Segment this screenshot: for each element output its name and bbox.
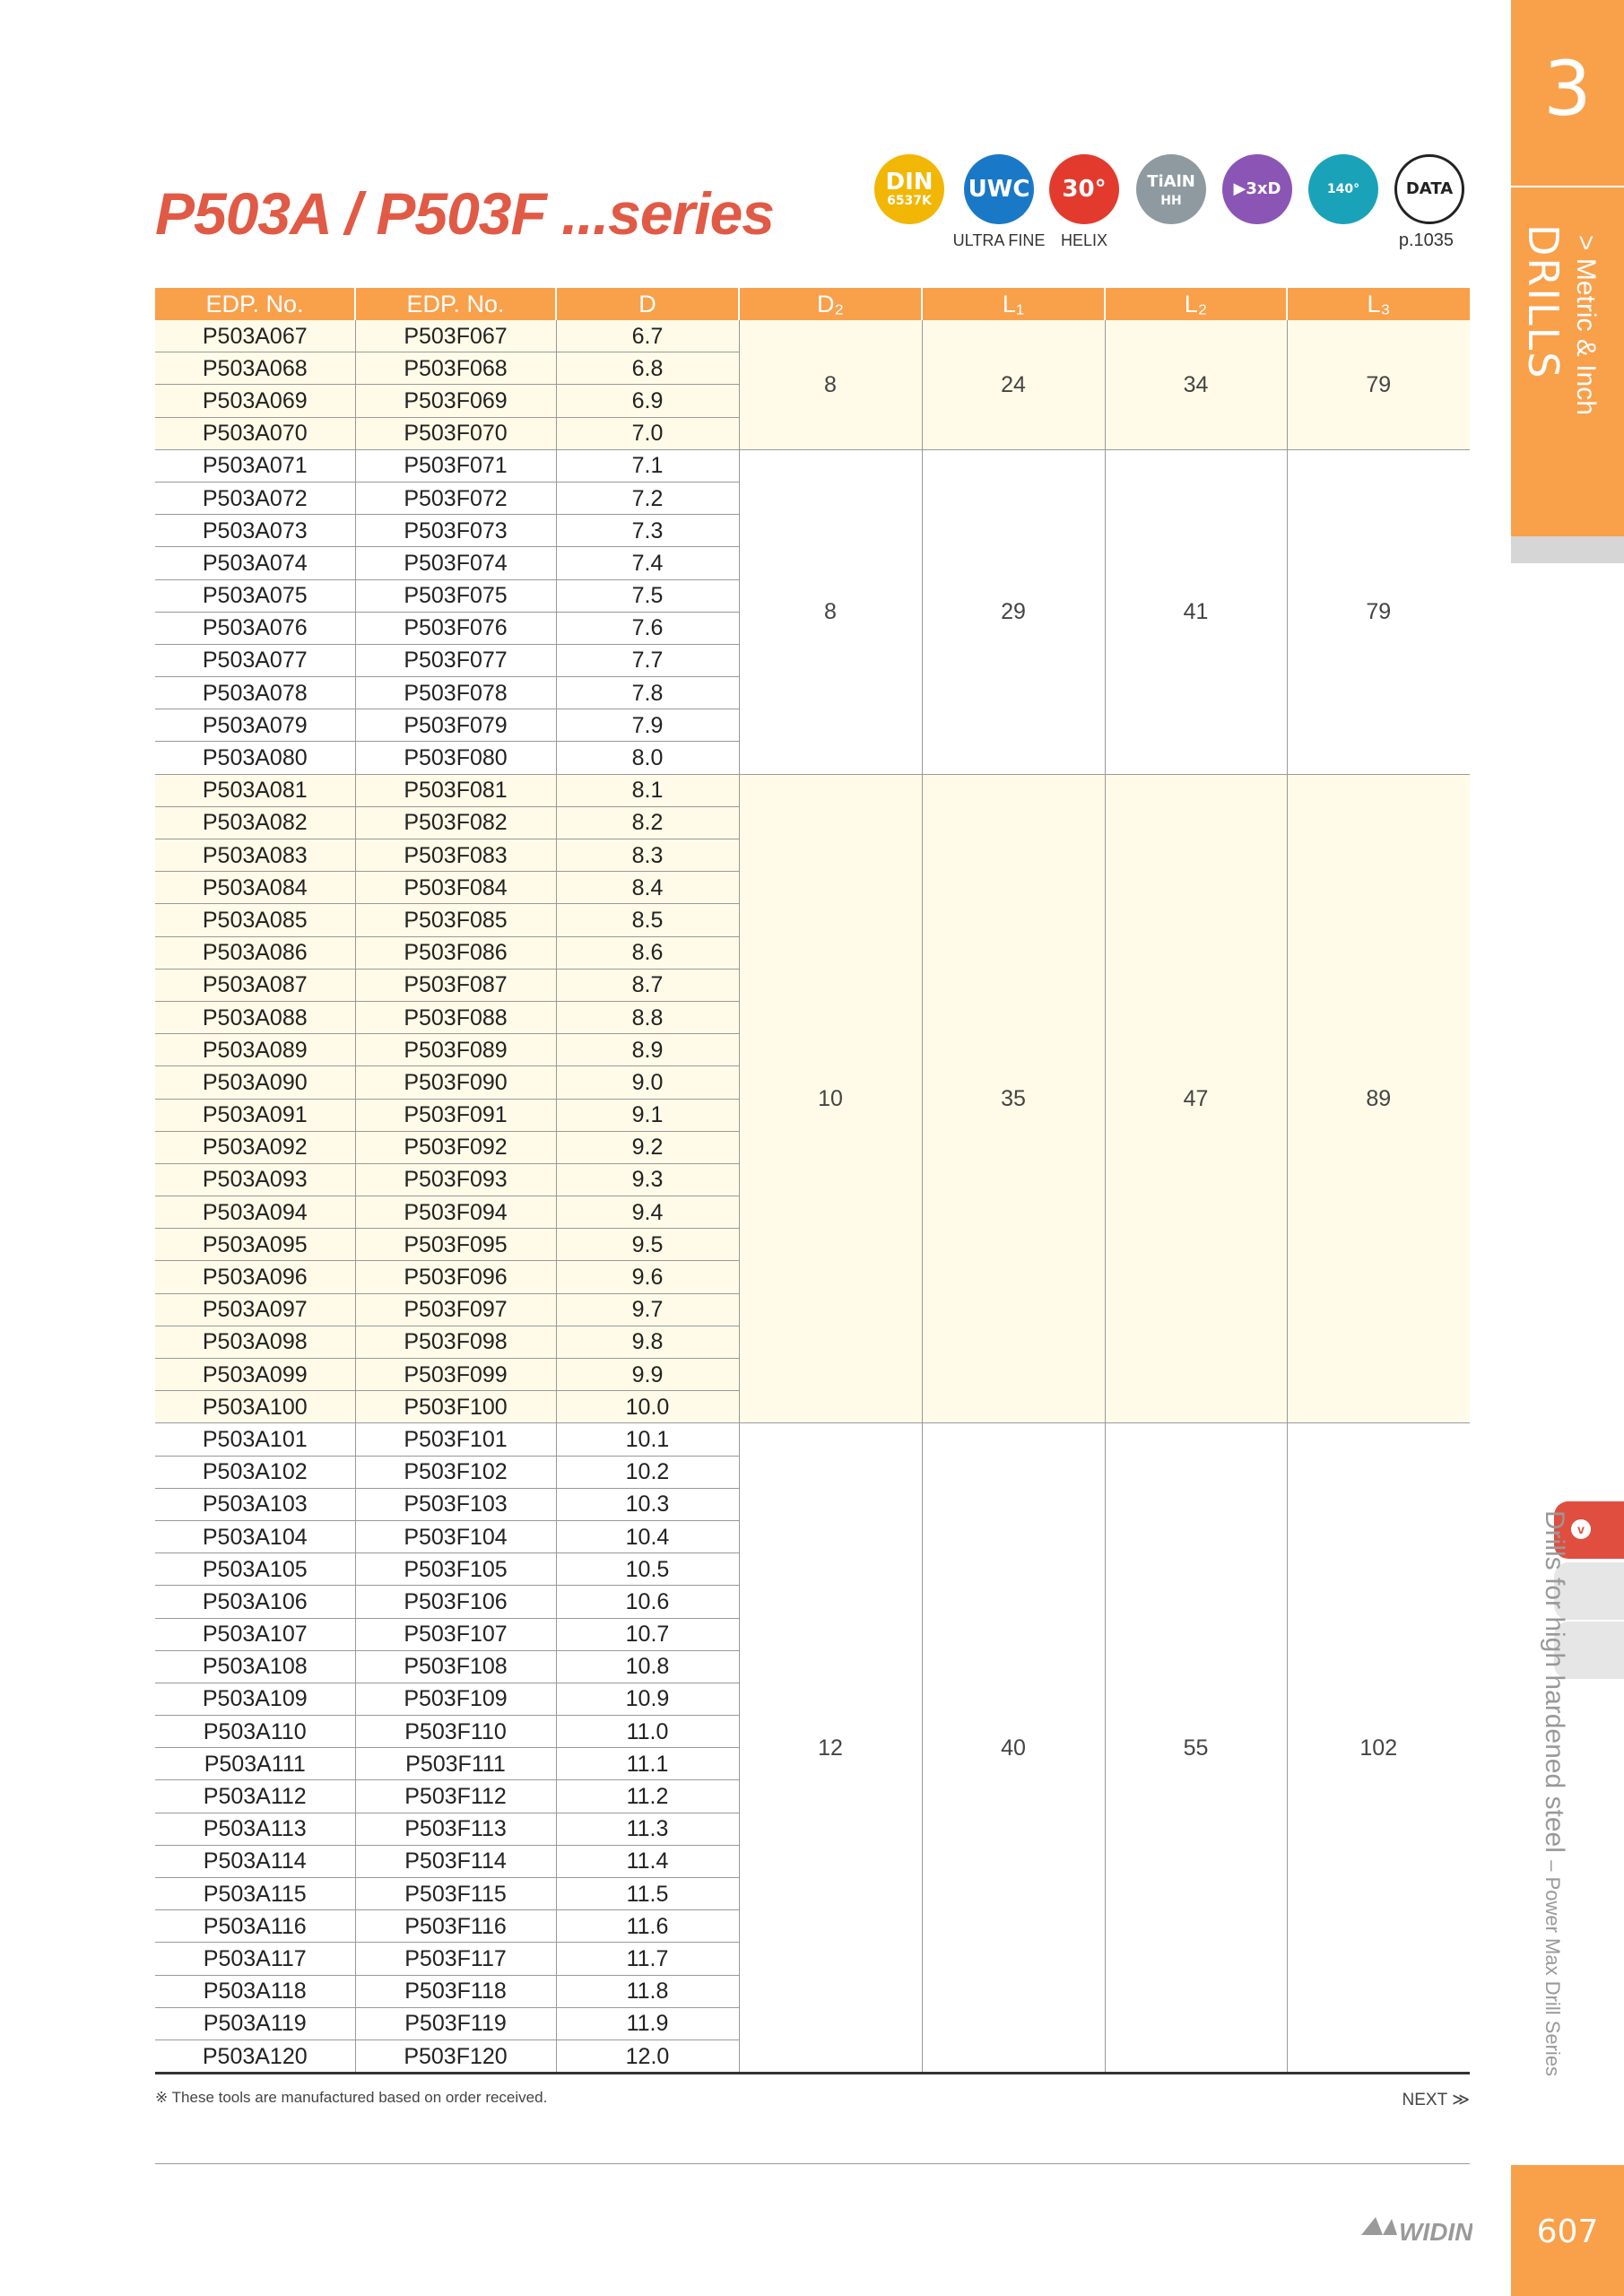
diameter-cell: 6.9 bbox=[556, 385, 739, 417]
edp-a-cell: P503A085 bbox=[155, 904, 355, 936]
edp-a-cell: P503A087 bbox=[155, 969, 355, 1001]
diameter-cell: 10.9 bbox=[556, 1683, 739, 1715]
edp-a-cell: P503A100 bbox=[155, 1391, 355, 1423]
icon-subtext: 140° bbox=[1326, 182, 1360, 196]
table-header-row bbox=[155, 288, 1470, 320]
edp-f-cell: P503F094 bbox=[355, 1196, 556, 1229]
icon-text: 30° bbox=[1062, 176, 1107, 203]
diameter-cell: 11.6 bbox=[556, 1910, 739, 1943]
edp-f-cell: P503F118 bbox=[355, 1975, 556, 2007]
section-tab-divider bbox=[1511, 536, 1624, 563]
edp-a-cell: P503A079 bbox=[155, 709, 355, 742]
icon-text: DATA bbox=[1405, 179, 1454, 198]
icon-label: ULTRA FINE bbox=[952, 231, 1046, 249]
edp-a-cell: P503A074 bbox=[155, 547, 355, 579]
widin-logo bbox=[1356, 2208, 1472, 2253]
point-angle-140-icon bbox=[1308, 154, 1378, 224]
edp-f-cell: P503F068 bbox=[355, 352, 556, 385]
table-row bbox=[155, 449, 1470, 482]
d2-cell: 12 bbox=[739, 1423, 922, 2074]
edp-f-cell: P503F085 bbox=[355, 904, 556, 936]
edp-a-cell: P503A112 bbox=[155, 1780, 355, 1813]
page-title: P503A / P503F ...series bbox=[155, 180, 775, 247]
l1-cell: 40 bbox=[922, 1423, 1105, 2074]
diameter-cell: 7.9 bbox=[556, 709, 739, 742]
diameter-cell: 9.8 bbox=[556, 1326, 739, 1358]
diameter-cell: 8.7 bbox=[556, 969, 739, 1001]
diameter-cell: 10.7 bbox=[556, 1618, 739, 1650]
diameter-cell: 9.9 bbox=[556, 1359, 739, 1391]
diameter-cell: 11.4 bbox=[556, 1845, 739, 1877]
column-header: D₂ bbox=[739, 288, 922, 320]
edp-a-cell: P503A118 bbox=[155, 1975, 355, 2007]
icon-text: DIN bbox=[885, 169, 934, 196]
diameter-cell: 8.6 bbox=[556, 936, 739, 969]
edp-a-cell: P503A067 bbox=[155, 320, 355, 352]
diameter-cell: 7.6 bbox=[556, 612, 739, 644]
edp-f-cell: P503F077 bbox=[355, 644, 556, 676]
diameter-cell: 7.7 bbox=[556, 644, 739, 676]
diameter-cell: 7.2 bbox=[556, 482, 739, 514]
diameter-cell: 11.8 bbox=[556, 1975, 739, 2007]
edp-f-cell: P503F076 bbox=[355, 612, 556, 644]
edp-a-cell: P503A093 bbox=[155, 1163, 355, 1196]
data-icon bbox=[1394, 154, 1464, 224]
edp-f-cell: P503F117 bbox=[355, 1943, 556, 1975]
chevron-down-icon: v bbox=[1571, 1519, 1591, 1539]
diameter-cell: 9.7 bbox=[556, 1293, 739, 1326]
edp-a-cell: P503A086 bbox=[155, 936, 355, 969]
l2-cell: 47 bbox=[1105, 774, 1287, 1423]
edp-f-cell: P503F073 bbox=[355, 515, 556, 547]
edp-a-cell: P503A109 bbox=[155, 1683, 355, 1715]
edp-a-cell: P503A116 bbox=[155, 1910, 355, 1943]
diameter-cell: 8.2 bbox=[556, 806, 739, 839]
icon-text: ▶3xD bbox=[1233, 179, 1281, 198]
icon-subtext: HH bbox=[1160, 194, 1182, 208]
edp-f-cell: P503F115 bbox=[355, 1878, 556, 1910]
diameter-cell: 10.6 bbox=[556, 1586, 739, 1618]
l3-cell: 79 bbox=[1287, 449, 1470, 774]
edp-f-cell: P503F072 bbox=[355, 482, 556, 514]
edp-f-cell: P503F070 bbox=[355, 417, 556, 449]
icon-subtext: 6537K bbox=[887, 194, 932, 208]
next-link[interactable]: NEXT ≫ bbox=[1402, 2091, 1470, 2109]
edp-a-cell: P503A090 bbox=[155, 1066, 355, 1099]
edp-f-cell: P503F110 bbox=[355, 1716, 556, 1748]
side-title-main: Drills for high hardened steel bbox=[1540, 1510, 1569, 1853]
logo-text: WIDIN bbox=[1399, 2218, 1472, 2246]
edp-f-cell: P503F100 bbox=[355, 1391, 556, 1423]
diameter-cell: 8.8 bbox=[556, 1001, 739, 1033]
icon-label: HELIX bbox=[1060, 231, 1108, 249]
edp-a-cell: P503A091 bbox=[155, 1099, 355, 1131]
edp-f-cell: P503F105 bbox=[355, 1553, 556, 1586]
diameter-cell: 9.4 bbox=[556, 1196, 739, 1229]
edp-a-cell: P503A103 bbox=[155, 1488, 355, 1520]
edp-f-cell: P503F092 bbox=[355, 1131, 556, 1163]
edp-f-cell: P503F109 bbox=[355, 1683, 556, 1715]
column-header: L₃ bbox=[1287, 288, 1470, 320]
column-header: EDP. No. bbox=[355, 288, 556, 320]
edp-a-cell: P503A076 bbox=[155, 612, 355, 644]
edp-f-cell: P503F081 bbox=[355, 774, 556, 806]
edp-f-cell: P503F083 bbox=[355, 839, 556, 872]
edp-f-cell: P503F116 bbox=[355, 1910, 556, 1943]
edp-a-cell: P503A073 bbox=[155, 515, 355, 547]
section-title: DRILLS bbox=[1519, 224, 1568, 380]
diameter-cell: 8.9 bbox=[556, 1034, 739, 1066]
edp-a-cell: P503A098 bbox=[155, 1326, 355, 1358]
edp-a-cell: P503A095 bbox=[155, 1229, 355, 1261]
edp-a-cell: P503A114 bbox=[155, 1845, 355, 1877]
diameter-cell: 11.7 bbox=[556, 1943, 739, 1975]
edp-f-cell: P503F095 bbox=[355, 1229, 556, 1261]
edp-a-cell: P503A113 bbox=[155, 1813, 355, 1845]
table-row bbox=[155, 774, 1470, 806]
page-number: 607 bbox=[1536, 2213, 1599, 2250]
edp-a-cell: P503A077 bbox=[155, 644, 355, 676]
diameter-cell: 11.2 bbox=[556, 1780, 739, 1813]
edp-f-cell: P503F090 bbox=[355, 1066, 556, 1099]
diameter-cell: 8.5 bbox=[556, 904, 739, 936]
edp-f-cell: P503F075 bbox=[355, 579, 556, 612]
edp-f-cell: P503F111 bbox=[355, 1748, 556, 1780]
edp-a-cell: P503A089 bbox=[155, 1034, 355, 1066]
footnote: ※ These tools are manufactured based on order received. bbox=[155, 2089, 548, 2106]
edp-f-cell: P503F099 bbox=[355, 1359, 556, 1391]
edp-f-cell: P503F078 bbox=[355, 677, 556, 709]
helix-30-icon bbox=[1049, 154, 1119, 224]
din-icon bbox=[874, 154, 944, 224]
column-header: L₂ bbox=[1105, 288, 1287, 320]
edp-f-cell: P503F084 bbox=[355, 872, 556, 904]
diameter-cell: 10.8 bbox=[556, 1650, 739, 1683]
edp-a-cell: P503A071 bbox=[155, 449, 355, 482]
product-table bbox=[155, 288, 1470, 2074]
edp-f-cell: P503F101 bbox=[355, 1423, 556, 1456]
edp-a-cell: P503A088 bbox=[155, 1001, 355, 1033]
spec-icons bbox=[874, 154, 1466, 253]
diameter-cell: 7.1 bbox=[556, 449, 739, 482]
diameter-cell: 9.6 bbox=[556, 1261, 739, 1293]
edp-a-cell: P503A108 bbox=[155, 1650, 355, 1683]
edp-a-cell: P503A069 bbox=[155, 385, 355, 417]
edp-f-cell: P503F119 bbox=[355, 2007, 556, 2039]
edp-a-cell: P503A081 bbox=[155, 774, 355, 806]
edp-f-cell: P503F093 bbox=[355, 1163, 556, 1196]
edp-a-cell: P503A104 bbox=[155, 1520, 355, 1552]
edp-f-cell: P503F071 bbox=[355, 449, 556, 482]
l1-cell: 29 bbox=[922, 449, 1105, 774]
edp-f-cell: P503F074 bbox=[355, 547, 556, 579]
diameter-cell: 10.2 bbox=[556, 1456, 739, 1488]
diameter-cell: 8.3 bbox=[556, 839, 739, 872]
diameter-cell: 7.4 bbox=[556, 547, 739, 579]
edp-a-cell: P503A092 bbox=[155, 1131, 355, 1163]
edp-f-cell: P503F082 bbox=[355, 806, 556, 839]
table-row bbox=[155, 320, 1470, 352]
edp-a-cell: P503A075 bbox=[155, 579, 355, 612]
edp-f-cell: P503F079 bbox=[355, 709, 556, 742]
edp-f-cell: P503F088 bbox=[355, 1001, 556, 1033]
diameter-cell: 8.1 bbox=[556, 774, 739, 806]
diameter-cell: 9.5 bbox=[556, 1229, 739, 1261]
edp-f-cell: P503F098 bbox=[355, 1326, 556, 1358]
diameter-cell: 12.0 bbox=[556, 2039, 739, 2073]
edp-f-cell: P503F087 bbox=[355, 969, 556, 1001]
side-title-sub: – Power Max Drill Series bbox=[1541, 1860, 1564, 2077]
diameter-cell: 11.1 bbox=[556, 1748, 739, 1780]
l3-cell: 102 bbox=[1287, 1423, 1470, 2074]
edp-a-cell: P503A080 bbox=[155, 742, 355, 774]
subsection-label: > Metric & Inch bbox=[1571, 235, 1601, 415]
l3-cell: 79 bbox=[1287, 320, 1470, 449]
edp-a-cell: P503A099 bbox=[155, 1359, 355, 1391]
section-label bbox=[1519, 224, 1568, 379]
table-row bbox=[155, 1423, 1470, 1456]
edp-f-cell: P503F106 bbox=[355, 1586, 556, 1618]
edp-a-cell: P503A068 bbox=[155, 352, 355, 385]
edp-f-cell: P503F086 bbox=[355, 936, 556, 969]
l2-cell: 41 bbox=[1105, 449, 1287, 774]
diameter-cell: 10.5 bbox=[556, 1553, 739, 1586]
diameter-cell: 9.3 bbox=[556, 1163, 739, 1196]
edp-a-cell: P503A120 bbox=[155, 2039, 355, 2073]
edp-a-cell: P503A102 bbox=[155, 1456, 355, 1488]
l3-cell: 89 bbox=[1287, 774, 1470, 1423]
diameter-cell: 8.0 bbox=[556, 742, 739, 774]
edp-f-cell: P503F113 bbox=[355, 1813, 556, 1845]
edp-a-cell: P503A115 bbox=[155, 1878, 355, 1910]
3xd-icon bbox=[1222, 154, 1292, 224]
icon-text: UWC bbox=[968, 176, 1030, 203]
l2-cell: 34 bbox=[1105, 320, 1287, 449]
edp-f-cell: P503F114 bbox=[355, 1845, 556, 1877]
diameter-cell: 7.5 bbox=[556, 579, 739, 612]
diameter-cell: 11.0 bbox=[556, 1716, 739, 1748]
edp-f-cell: P503F089 bbox=[355, 1034, 556, 1066]
d2-cell: 8 bbox=[739, 320, 922, 449]
edp-a-cell: P503A082 bbox=[155, 806, 355, 839]
edp-f-cell: P503F108 bbox=[355, 1650, 556, 1683]
d2-cell: 10 bbox=[739, 774, 922, 1423]
edp-f-cell: P503F104 bbox=[355, 1520, 556, 1552]
column-header: EDP. No. bbox=[155, 288, 355, 320]
edp-f-cell: P503F097 bbox=[355, 1293, 556, 1326]
tialn-coating-icon bbox=[1136, 154, 1206, 224]
edp-f-cell: P503F103 bbox=[355, 1488, 556, 1520]
diameter-cell: 7.8 bbox=[556, 677, 739, 709]
edp-a-cell: P503A084 bbox=[155, 872, 355, 904]
diameter-cell: 11.5 bbox=[556, 1878, 739, 1910]
edp-a-cell: P503A111 bbox=[155, 1748, 355, 1780]
column-header: L₁ bbox=[922, 288, 1105, 320]
diameter-cell: 10.4 bbox=[556, 1520, 739, 1552]
diameter-cell: 10.1 bbox=[556, 1423, 739, 1456]
edp-a-cell: P503A094 bbox=[155, 1196, 355, 1229]
diameter-cell: 6.7 bbox=[556, 320, 739, 352]
edp-f-cell: P503F112 bbox=[355, 1780, 556, 1813]
edp-a-cell: P503A078 bbox=[155, 677, 355, 709]
page-reference[interactable]: p.1035 bbox=[1398, 230, 1454, 250]
diameter-cell: 11.9 bbox=[556, 2007, 739, 2039]
l1-cell: 35 bbox=[922, 774, 1105, 1423]
side-title bbox=[1539, 1510, 1569, 2076]
l2-cell: 55 bbox=[1105, 1423, 1287, 2074]
edp-f-cell: P503F069 bbox=[355, 385, 556, 417]
edp-a-cell: P503A070 bbox=[155, 417, 355, 449]
diameter-cell: 7.3 bbox=[556, 515, 739, 547]
edp-f-cell: P503F102 bbox=[355, 1456, 556, 1488]
diameter-cell: 7.0 bbox=[556, 417, 739, 449]
column-header: D bbox=[556, 288, 739, 320]
diameter-cell: 10.3 bbox=[556, 1488, 739, 1520]
edp-a-cell: P503A083 bbox=[155, 839, 355, 872]
diameter-cell: 9.2 bbox=[556, 1131, 739, 1163]
edp-a-cell: P503A119 bbox=[155, 2007, 355, 2039]
diameter-cell: 6.8 bbox=[556, 352, 739, 385]
edp-a-cell: P503A105 bbox=[155, 1553, 355, 1586]
diameter-cell: 9.0 bbox=[556, 1066, 739, 1099]
l1-cell: 24 bbox=[922, 320, 1105, 449]
edp-f-cell: P503F067 bbox=[355, 320, 556, 352]
edp-a-cell: P503A096 bbox=[155, 1261, 355, 1293]
edp-a-cell: P503A097 bbox=[155, 1293, 355, 1326]
diameter-cell: 8.4 bbox=[556, 872, 739, 904]
edp-a-cell: P503A072 bbox=[155, 482, 355, 514]
diameter-cell: 9.1 bbox=[556, 1099, 739, 1131]
edp-f-cell: P503F080 bbox=[355, 742, 556, 774]
edp-a-cell: P503A110 bbox=[155, 1716, 355, 1748]
edp-f-cell: P503F096 bbox=[355, 1261, 556, 1293]
footer-divider bbox=[155, 2163, 1470, 2164]
uwc-icon bbox=[964, 154, 1034, 224]
d2-cell: 8 bbox=[739, 449, 922, 774]
edp-a-cell: P503A117 bbox=[155, 1943, 355, 1975]
diameter-cell: 10.0 bbox=[556, 1391, 739, 1423]
edp-a-cell: P503A106 bbox=[155, 1586, 355, 1618]
chapter-number: 3 bbox=[1543, 45, 1592, 133]
edp-f-cell: P503F091 bbox=[355, 1099, 556, 1131]
edp-f-cell: P503F120 bbox=[355, 2039, 556, 2073]
edp-f-cell: P503F107 bbox=[355, 1618, 556, 1650]
edp-a-cell: P503A107 bbox=[155, 1618, 355, 1650]
edp-a-cell: P503A101 bbox=[155, 1423, 355, 1456]
icon-text: TiAlN bbox=[1147, 172, 1195, 191]
diameter-cell: 11.3 bbox=[556, 1813, 739, 1845]
